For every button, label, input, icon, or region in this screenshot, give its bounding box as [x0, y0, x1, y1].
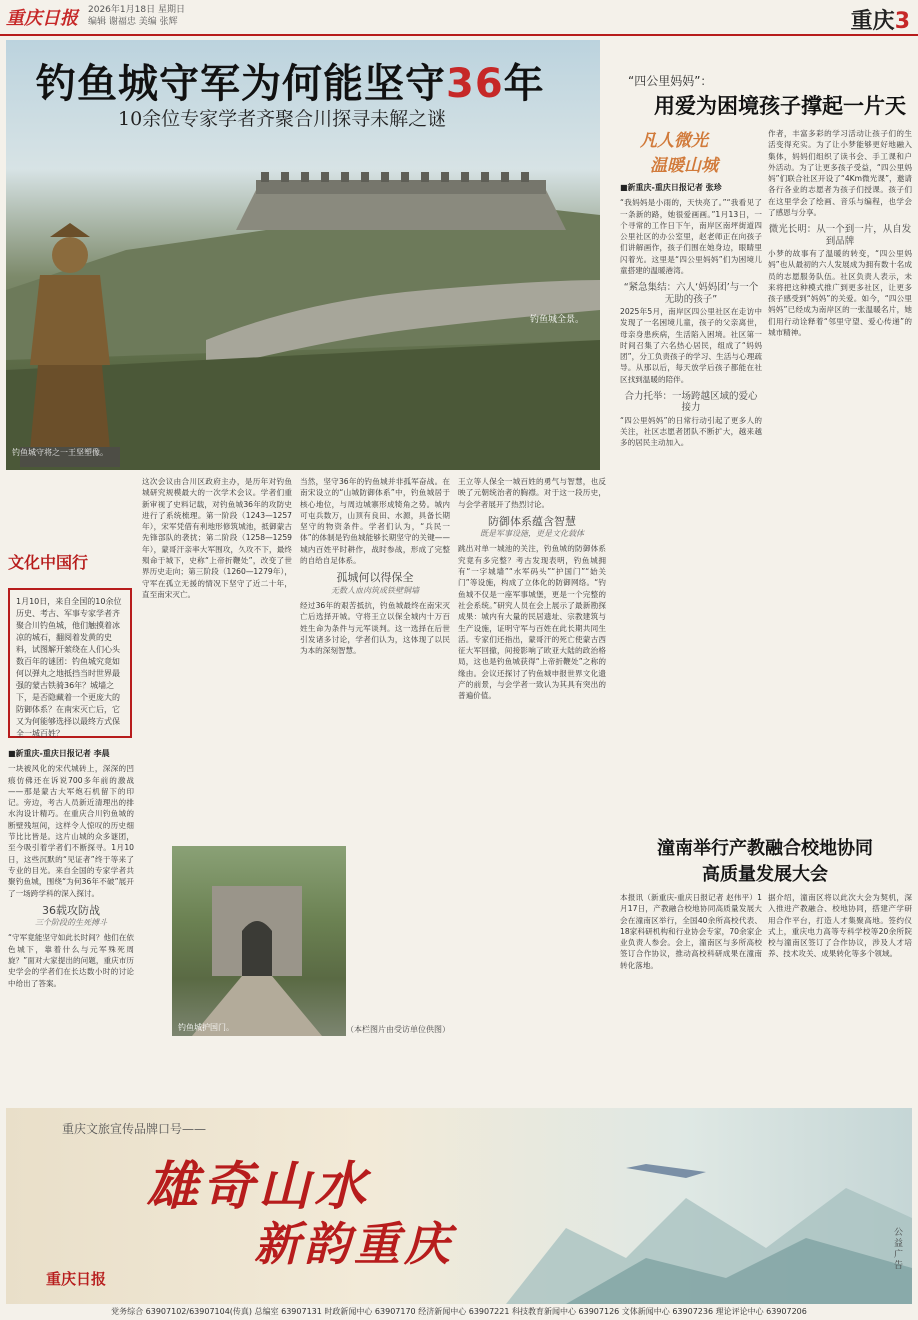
- right-col2-text: 作者，丰富多彩的学习活动让孩子们的生活变得充实。为了让小梦能够更好地融入集体，妈妈们组织了读书会、手工课和户外活动。为了让更多孩子受益，“四公里妈妈”们联合社区开设了“4Km微光课”，邀请各行各业的志愿者为孩子们授课。孩子们在这里学会了绘画、音乐与编程，也学会了感恩与分享。: [768, 129, 912, 218]
- banner-logo: 重庆日报: [46, 1270, 107, 1288]
- statue-image: [10, 215, 130, 470]
- banner-landscape: [6, 1108, 912, 1304]
- right-kicker: “四公里妈妈”：: [628, 74, 713, 88]
- section-name: 重庆: [850, 9, 895, 34]
- tongnan-column-2: 据介绍，潼南区将以此次大会为契机，深入推进产教融合、校地协同，搭建产学研用合作平台，打造人才集聚高地。签约仪式上，重庆电力高等专科学校等20余所院校与潼南区签订了合作协议，涉及人才培养、技术攻关、成果转化等多个领域。: [768, 893, 912, 959]
- right-byline: ■新重庆-重庆日报记者 张珍: [620, 183, 722, 192]
- right-headline: 用爱为困境孩子撑起一片天: [654, 94, 906, 118]
- masthead-meta: [88, 4, 185, 28]
- subhead-b: 孤城何以得保全: [336, 571, 414, 585]
- column-badge: [8, 550, 128, 580]
- right-col2b-text: 小梦的故事有了温暖的转变，“四公里妈妈”也从最初的六人发展成为拥有数十名成员的志愿服务队伍。社区负责人表示，未来将把这种模式推广到更多社区，让更多孩子感受到“妈妈”的关爱。如今，“四公里妈妈”已经成为南岸区的一张温暖名片，她们用行动诠释着“邻里守望、爱心传递”的城市精神。: [768, 248, 912, 338]
- column-badge-text: 文化中国行: [8, 553, 89, 572]
- lead-col4-text: 王立等人保全一城百姓的勇气与智慧，也反映了元朝统治者的胸襟。对于这一段历史，与会学者展开了热烈讨论。: [458, 477, 606, 509]
- right-col1b-text: 2025年5月，南岸区四公里社区在走访中发现了一名困境儿童，孩子的父亲离世，母亲身患疾病，生活陷入困境。社区第一时间召集了六名热心居民，组成了“妈妈团”，分工负责孩子的学习、生活与心理疏导。从那以后，每天放学后孩子都能在社区找到温暖的陪伴。: [620, 306, 762, 384]
- right-subhead-b: 合力托举：一场跨越区域的爱心接力: [624, 391, 758, 414]
- headline-number: 36: [446, 61, 504, 107]
- tongnan-headline: [620, 836, 910, 888]
- lead-col1b-text: “守军竟能坚守如此长时间？他们在依色城下，靠着什么与元军殊死周旋？”面对大家提出的问题，重庆市历史学会的学者们在长达数小时的讨论中给出了答案。: [8, 933, 134, 988]
- subheadline: 10余位专家学者齐聚合川探寻未解之谜: [118, 108, 447, 130]
- badge-line-1: 凡人微光: [640, 131, 708, 151]
- right-col1-text: “我妈妈是小雨的，天快亮了。”“我看见了一条新的路，她很爱画画。”1月13日，一个寻常的工作日下午，南岸区南坪街道四公里社区的办公室里，赵老师正在向孩子们讲解画作，孩子们围在她身边，眼睛里闪着光。这里是“四公里妈妈”们为困境儿童搭建的温暖港湾。: [620, 198, 762, 276]
- banner-tagline: 重庆文旅宣传品牌口号——: [62, 1122, 207, 1136]
- masthead: [0, 0, 918, 36]
- gate-caption: 钓鱼城护国门。: [178, 1023, 234, 1032]
- statue-caption: 钓鱼城守将之一王坚塑像。: [12, 448, 108, 457]
- gate-illustration: [172, 846, 346, 1036]
- lead-column-1: [8, 748, 134, 1100]
- lead-col3-text: 当然，坚守36年的钓鱼城并非孤军奋战。在南宋设立的“山城防御体系”中，钓鱼城居于核心地位，与周边城寨形成犄角之势。城内可屯兵数万，山顶有良田、水源，具备长期坚守的物资条件。学者们认为，“兵民一体”的体制是钓鱼城能够长期坚守的关键——城内百姓平时耕作，战时参战，形成了完整的自给自足体系。: [300, 477, 450, 566]
- tongnan-column-1: 本报讯（新重庆-重庆日报记者 赵伟平）1月17日，产教融合校地协同高质量发展大会在潼南区举行，全国40余所高校代表、18家科研机构和行业协会专家，70余家企业负责人参会。会上，潼南区与多所高校签订合作协议，推动高校科研成果在潼南转化落地。: [620, 893, 762, 970]
- lead-col4b-text: 跳出对单一城池的关注，钓鱼城的防御体系究竟有多完整？考古发现表明，钓鱼城拥有“一字城墙”“水军码头”“护国门”“始关门”等设施，构成了立体化的防御网络。“钓鱼城不仅是一座军事城堡，更是一个完整的社会系统。”研究人员在会上展示了最新勘探成果：城内有大量的民居遗址、宗教建筑与生产设施，证明守军与百姓在此长期共同生活。专家们还指出，蒙哥汗的死亡使蒙古西征大军回撤，间接影响了欧亚大陆的政治格局，这也是钓鱼城获得“上帝折鞭处”之称的缘由。会议还探讨了钓鱼城申报世界文化遗产的前景，与会学者一致认为其具有突出的普遍价值。: [458, 544, 606, 701]
- right-column-2: [768, 128, 912, 778]
- badge-line-2: 温暖山城: [650, 156, 718, 176]
- headline: [36, 52, 545, 109]
- lead-col3b-text: 经过36年的艰苦抵抗，钓鱼城最终在南宋灭亡后选择开城。守将王立以保全城内十万百姓生命为条件与元军谈判。这一选择在后世引发诸多讨论，学者们认为，这体现了以民为本的深刻智慧。: [300, 600, 450, 656]
- public-ad-tag: 公益广告: [894, 1228, 904, 1271]
- photo-credit: （本栏图片由受访单位供图）: [346, 1025, 450, 1034]
- issue-date: 2026年1月18日 星期日: [88, 5, 185, 15]
- editors: 编辑 谢福忠 美编 张辉: [88, 17, 178, 27]
- lead-col2-text: 这次会议由合川区政府主办，是历年对钓鱼城研究规模最大的一次学术会议。学者们重新审视了史料记载，对钓鱼城36年的攻防史进行了系统梳理。第一阶段（1243—1257年），宋军凭借有利地形修筑城池，抵御蒙古先锋部队的袭扰；第二阶段（1258—1259年），蒙哥汗亲率大军围攻，久攻不下，最终殒命于城下，史称“上帝折鞭处”，改变了世界历史走向；第三阶段（1260—1279年），守军在孤立无援的情况下坚守了近二十年，直至南宋灭亡。: [142, 477, 292, 599]
- slogan-line-1: 雄奇山水: [146, 1156, 371, 1217]
- lead-column-4: [458, 476, 606, 1036]
- tongnan-headline-1: 潼南举行产教融合校地协同: [657, 838, 873, 859]
- lead-column-3: [300, 476, 450, 846]
- headline-prefix: 钓鱼城守军为何能坚守: [36, 61, 446, 107]
- footer-contacts: 党务综合 63907102/63907104(传真) 总编室 63907131 时政新闻中心 63907170 经济新闻中心 63907221 科技教育新闻中心 63907126 文体新闻中心 63907236 理论评论中心 63907206: [111, 1307, 807, 1316]
- subhead-c-note: 既是军事设施，更是文化载体: [480, 529, 584, 539]
- lead-column-2: [142, 476, 292, 846]
- subhead-b-note: 无数人血肉筑成铁壁铜墙: [331, 585, 419, 595]
- page-number: 3: [894, 9, 910, 34]
- right-col1c-text: “四公里妈妈”的日常行动引起了更多人的关注，社区志愿者团队不断扩大，越来越多的居民主动加入。: [620, 415, 762, 448]
- gate-photo: [172, 846, 346, 1036]
- right-column-1: [620, 182, 762, 778]
- right-subhead-a: “紧急集结：六人‘妈妈团’与一个无助的孩子”: [623, 282, 759, 305]
- right-column-badge: [640, 126, 760, 176]
- lead-byline: ■新重庆-重庆日报记者 李晨: [8, 749, 110, 758]
- hero-caption: 钓鱼城全景。: [529, 315, 584, 325]
- newspaper-logo: 重庆日报: [6, 8, 78, 29]
- section-title: [851, 4, 910, 35]
- subhead-a: 36载攻防战: [42, 903, 100, 917]
- subhead-a-note: 三个阶段的生死搏斗: [35, 918, 107, 928]
- intro-box: 1月10日，来自全国的10余位历史、考古、军事专家学者齐聚合川钓鱼城，他们触摸着冰凉的城石，翻阅着发黄的史料，试图解开萦绕在人们心头数百年的谜团：钓鱼城究竟如何以弹丸之地抵挡当时世界最强的蒙古铁骑36年？城墙之下，是否隐藏着一个更庞大的防御体系？在南宋灭亡后，它又为何能够选择以最终方式保全一城百姓？: [8, 588, 132, 738]
- tongnan-headline-2: 高质量发展大会: [702, 864, 828, 885]
- lead-col1-text: 一块被风化的宋代城砖上，深深的凹痕仿佛还在诉说700多年前的激战——那是蒙古大军炮石机留下的印记。旁边，考古人员新近清理出的排水沟设计精巧。在重庆合川钓鱼城的断壁残垣间，这样令人惊叹的历史细节比比皆是。这片山城的众多谜团，至今吸引着学者们不断探寻。1月10日，这些沉默的“见证者”终于等来了专业的目光。来自全国的专家学者共聚钓鱼城，围绕“为何36年不破”展开了一场跨学科的深入探讨。: [8, 764, 134, 898]
- slogan-line-2: 新韵重庆: [254, 1217, 454, 1271]
- tourism-banner: [6, 1108, 912, 1304]
- subhead-c: 防御体系蕴含智慧: [488, 514, 576, 528]
- headline-suffix: 年: [503, 61, 545, 107]
- right-subhead-c: 微光长明：从一个到一片，从自发到品牌: [768, 224, 912, 247]
